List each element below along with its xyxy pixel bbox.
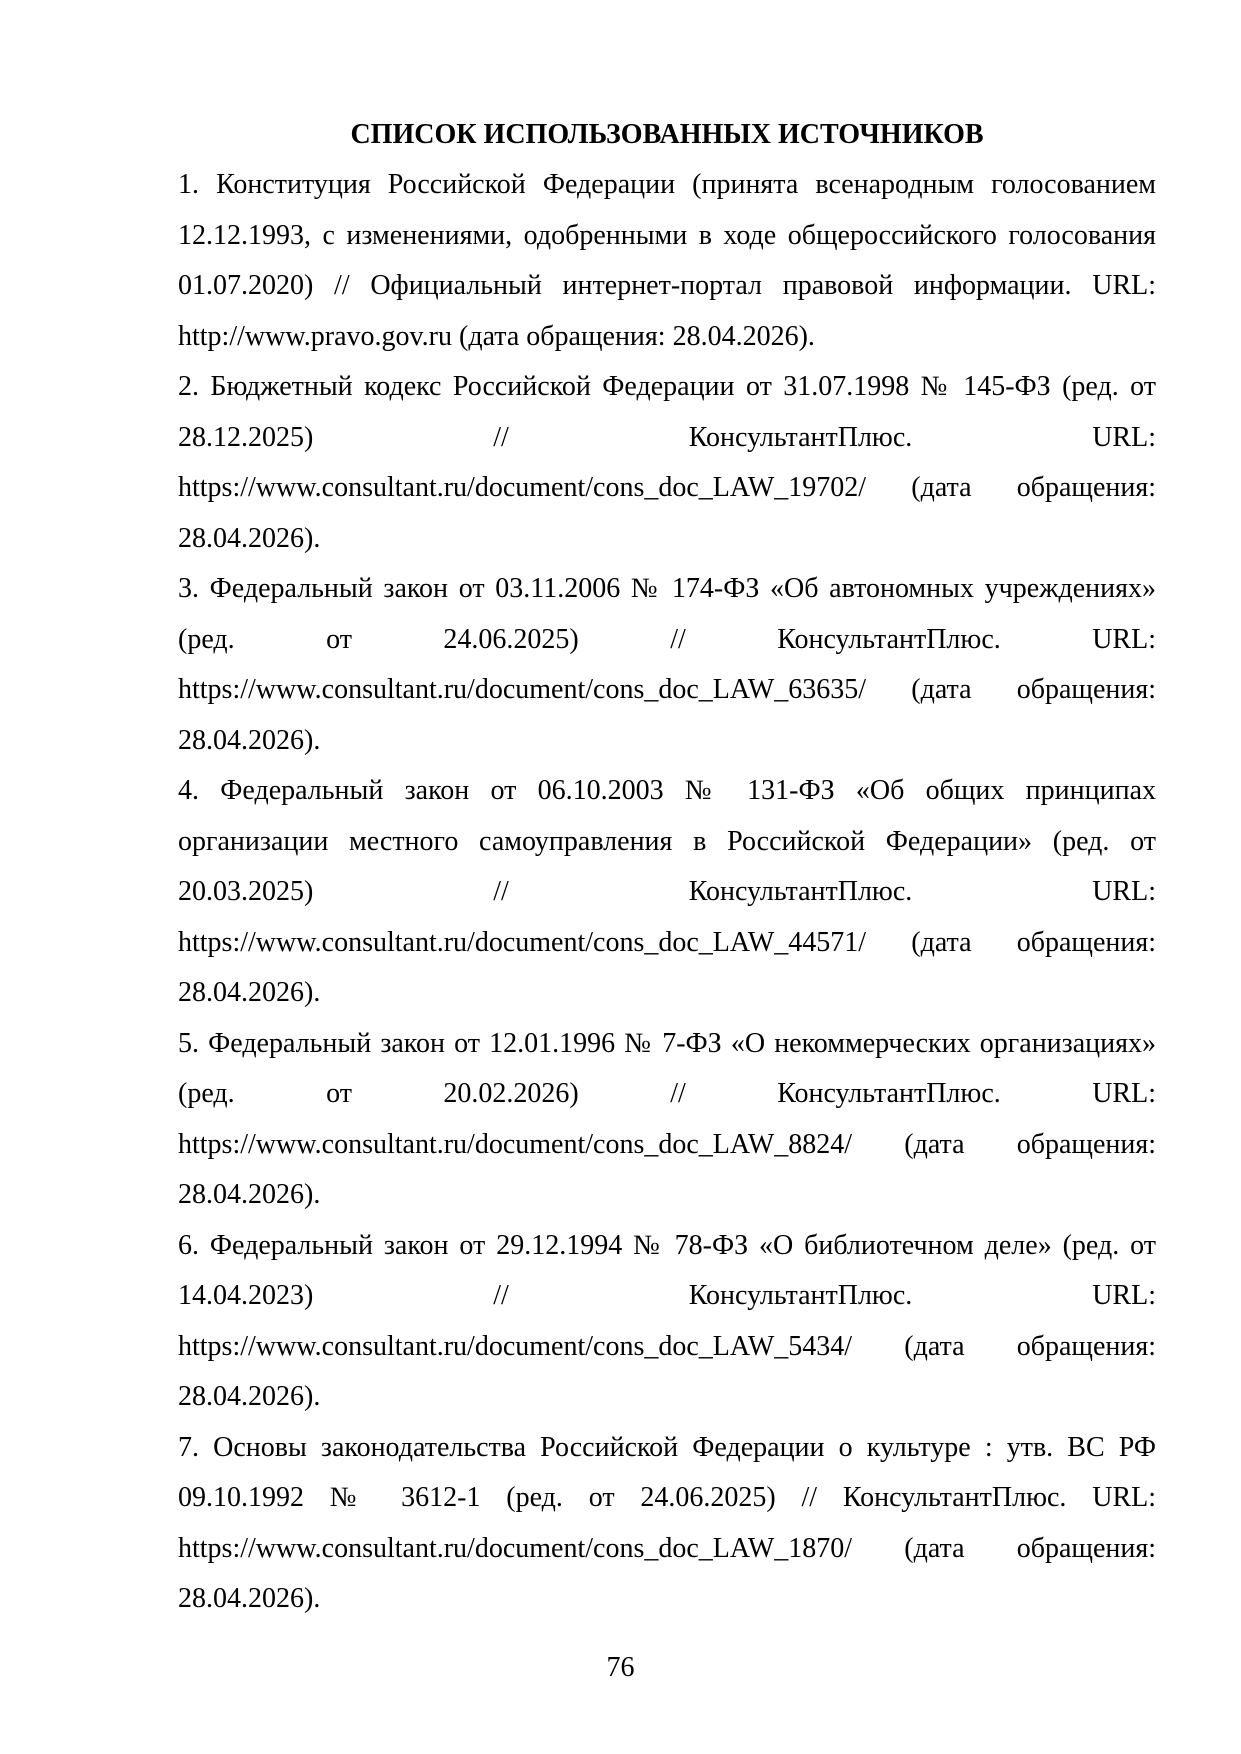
reference-item: 3. Федеральный закон от 03.11.2006 № 174-ФЗ «Об автономных учреждениях» (ред. от 24.06.2025) // КонсультантПлюс. URL: https://www.consultant.ru/document/cons_doc_LAW_63635/ (дата обращения: 28.04.2026). bbox=[178, 573, 1156, 756]
page-number: 76 bbox=[606, 1652, 635, 1683]
reference-item: 7. Основы законодательства Российской Федерации о культуре : утв. ВС РФ 09.10.1992 № 3612-1 (ред. от 24.06.2025) // КонсультантПлюс. URL: https://www.consultant.ru/document/cons_doc_LAW_1870/ (дата обращения: 28.04.2026). bbox=[178, 1431, 1156, 1614]
page-title: СПИСОК ИСПОЛЬЗОВАННЫХ ИСТОЧНИКОВ bbox=[350, 119, 984, 150]
reference-item: 6. Федеральный закон от 29.12.1994 № 78-ФЗ «О библиотечном деле» (ред. от 14.04.2023) // КонсультантПлюс. URL: https://www.consultant.ru/document/cons_doc_LAW_5434/ (дата обращения: 28.04.2026). bbox=[178, 1229, 1156, 1412]
reference-item: 4. Федеральный закон от 06.10.2003 № 131-ФЗ «Об общих принципах организации местного самоуправления в Российской Федерации» (ред. от 20.03.2025) // КонсультантПлюс. URL: https://www.consultant.ru/document/cons_doc_LAW_44571/ (дата обращения: 28.04.2026). bbox=[178, 775, 1156, 1008]
reference-item: 1. Конституция Российской Федерации (принята всенародным голосованием 12.12.1993, с изменениями, одобренными в ходе общероссийского голосования 01.07.2020) // Официальный интернет-портал правовой информации. URL: http://www.pravo.gov.ru (дата обращения: 28.04.2026). bbox=[178, 169, 1156, 352]
reference-item: 5. Федеральный закон от 12.01.1996 № 7-ФЗ «О некоммерческих организациях» (ред. от 20.02.2026) // КонсультантПлюс. URL: https://www.consultant.ru/document/cons_doc_LAW_8824/ (дата обращения: 28.04.2026). bbox=[178, 1027, 1156, 1210]
reference-list bbox=[178, 160, 1156, 1625]
reference-item: 2. Бюджетный кодекс Российской Федерации от 31.07.1998 № 145-ФЗ (ред. от 28.12.2025) // КонсультантПлюс. URL: https://www.consultant.ru/document/cons_doc_LAW_19702/ (дата обращения: 28.04.2026). bbox=[178, 371, 1156, 554]
